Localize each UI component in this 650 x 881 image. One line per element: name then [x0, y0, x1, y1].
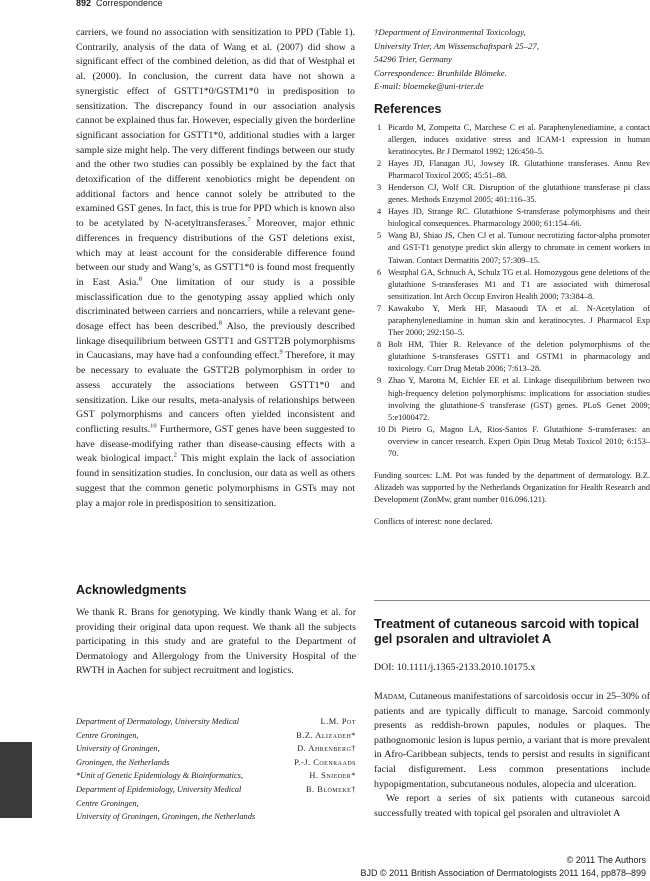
body-paragraph: We report a series of six patients with cutaneous sarcoid successfully treated with topical gel psoralen and ultraviolet A	[374, 793, 650, 819]
citation: 7	[247, 216, 251, 224]
body-paragraph	[76, 26, 355, 511]
salutation: Madam,	[374, 691, 407, 702]
article-title: Treatment of cutaneous sarcoid with topical gel psoralen and ultraviolet A	[374, 617, 640, 646]
right-column	[374, 26, 650, 529]
reference-number: 8	[377, 340, 382, 350]
author-name: B.Z. Alizadeh*	[296, 730, 356, 740]
article-divider	[374, 600, 650, 601]
reference-number: 3	[377, 182, 382, 192]
author-affiliation: Centre Groningen,	[76, 798, 139, 808]
reference-number: 7	[377, 303, 382, 313]
citation: 8	[138, 275, 142, 283]
citation: 8	[218, 319, 222, 327]
author-affiliation: *Unit of Genetic Epidemiology & Bioinformatics,	[76, 771, 244, 781]
author-name: B. Blömeke†	[305, 784, 356, 794]
reference-text: Westphal GA, Schnuch A, Schulz TG et al. Homozygous gene deletions of the glutathione S-transferases M1 and T1 are associated with thimerosal sensitization. Int Arch Occup Environ Health 2000; 73:384–8.	[388, 267, 650, 301]
reference-item	[374, 158, 650, 182]
body-text: Cutaneous manifestations of sarcoidosis occur in 25–30% of patients and are typically difficult to manage. Sarcoid commonly presents as reddish-brown papules, nodules or plaques. The pathognomonic lesion is lupus pernio, a variant that is more prevalent in Afro-Caribbean subjects, tends to persist and results in significant facial disfigurement. Less common presentations include hypopigmentation, subcutaneous nodules, alopecia and ulceration.	[374, 691, 650, 790]
body-text: One limitation of our study is a possible misclassification due to the genotyping assay applied which only discriminated between carriers and noncarriers, while a relevant gene-dosage effect has been described.	[76, 276, 355, 333]
body-text: Also, the previously described linkage disequilibrium between GSTT1 and GSTT2B polymorphisms in Caucasians, may have had a confounding effect.	[76, 321, 355, 362]
section-title: Correspondence	[96, 0, 163, 8]
author-name: L.M. Pot	[320, 717, 356, 726]
authors-block	[76, 715, 356, 824]
acknowledgments-heading: Acknowledgments	[76, 583, 187, 597]
reference-text: Bolt HM, Thier R. Relevance of the deletion polymorphisms of the glutathione S-transferases GSTT1 and GSTM1 in pharmacology and toxicology. Curr Drug Metab 2006; 7:613–28.	[388, 340, 650, 374]
reference-text: Di Pietro G, Magno LA, Rios-Santos F. Glutathione S-transferases: an overview in cancer research. Expert Opin Drug Metab Toxicol 2010; 6:153–70.	[388, 424, 650, 459]
author-affiliation: Department of Dermatology, University Medical	[76, 717, 240, 726]
body-text: carriers, we found no association with sensitization to PPD (Table 1). Contrarily, analysis of the data of Wang et al. (2007) did show a significant effect of the combined deletion, as did that of Westphal et al. (2000). In conclusion, the current data have not shown a synergistic effect of GSTT1*0/GSTM1*0 in predisposition to sensitization. The discrepancy found in our association analysis cannot be explained thus far. However, especially given the borderline significant association for GSTT1*0, additional studies with a larger sample size might help. The very different findings between our study and the other two studies can possibly be explained by the fact that detoxification of the different xenobiotics might be dependent on additional factors and hence cannot solely be attributed to the examined GST genes. In fact, this is true for PPD which is known also to be acetylated by N-acetyltransferases.	[76, 27, 355, 230]
author-row	[76, 797, 356, 811]
affiliation-line: †Department of Environmental Toxicology,	[374, 27, 526, 37]
reference-item	[374, 267, 650, 303]
reference-item	[374, 339, 650, 375]
reference-text: Hayes JD, Strange RC. Glutathione S-transferase polymorphisms and their biological consequences. Pharmacology 2000; 61:154–66.	[388, 207, 650, 229]
references-list	[374, 122, 650, 461]
reference-number: 6	[377, 267, 382, 277]
reference-number: 9	[377, 376, 382, 386]
reference-item	[374, 230, 650, 266]
correspondence-affiliation	[374, 26, 650, 94]
email-line: E-mail: bloemeke@uni-trier.de	[374, 81, 484, 91]
affiliation-line: Correspondence: Brunhilde Blömeke.	[374, 67, 507, 78]
left-column-body	[76, 26, 355, 511]
reference-number: 1	[377, 122, 382, 132]
reference-item	[374, 206, 650, 230]
reference-item	[374, 303, 650, 339]
affiliation-line: 54296 Trier, Germany	[374, 54, 452, 64]
reference-text: Hayes JD, Flanagan JU, Jowsey IR. Glutathione transferases. Annu Rev Pharmacol Toxicol 2005; 45:51–88.	[388, 158, 650, 180]
body-text: Furthermore, GST genes have been suggested to have disease-modifying rather than disease-causing effects with a weak biological impact.	[76, 423, 356, 465]
reference-item	[374, 182, 650, 206]
funding-note: Funding sources: L.M. Pot was funded by the department of dermatology. B.Z. Alizadeh was supported by the Netherlands Organization for Health Research and Development (ZonMw, grant number 016.096.121).	[374, 471, 650, 505]
conflicts-note: Conflicts of interest: none declared.	[374, 517, 493, 527]
acknowledgments-text: We thank R. Brans for genotyping. We kindly thank Wang et al. for providing their original data upon request. We thank all the subjects participating in this study and are grateful to the Department of Dermatology and Allergology from the University Hospital of the RWTH in Aachen for subject recruitment and logistics.	[76, 607, 356, 677]
author-name: P.-J. Coenraads	[294, 757, 356, 767]
reference-item	[374, 375, 650, 423]
references-heading: References	[374, 101, 442, 116]
author-row	[76, 742, 356, 756]
reference-number: 2	[377, 158, 382, 168]
body-text: Therefore, it may be necessary to evaluate the GSTT2B polymorphism in order to assess accurately the associations between GSTT1*0 and sensitization. Like our results, meta-analysis of relationships between GST polymorphisms and cancers often yielded inconsistent and conflicting results.	[76, 350, 356, 435]
reference-text: Wang BJ, Shiao JS, Chen CJ et al. Tumour necrotizing factor-alpha promoter and GST-T1 genotype predict skin allergy to chromate in cement workers in Taiwan. Contact Dermatitis 2007; 57:309–15.	[388, 231, 650, 265]
reference-number: 4	[377, 207, 382, 217]
author-affiliation: Groningen, the Netherlands	[76, 757, 170, 767]
citation: 10	[150, 422, 157, 430]
author-row	[76, 756, 356, 770]
reference-number: 10	[377, 424, 386, 434]
author-row	[76, 715, 356, 729]
author-affiliation: University of Groningen, Groningen, the Netherlands	[76, 812, 256, 822]
author-row	[76, 769, 356, 783]
page-edge-tab	[0, 742, 32, 818]
author-affiliation: Centre Groningen,	[76, 730, 139, 740]
reference-item	[374, 424, 650, 460]
reference-item	[374, 122, 650, 158]
page-number: 892	[76, 0, 92, 8]
journal-line: BJD © 2011 British Association of Dermatologists 2011 164, pp878–899	[360, 868, 646, 878]
citation: 2	[173, 452, 177, 460]
reference-text: Zhao Y, Marotta M, Eichler EE et al. Linkage disequilibrium between two high-frequency deletion polymorphisms: implications for association studies involving the glutathione-S transferase (GST) genes. PLoS Genet 2009; 5:e1000472.	[388, 376, 650, 422]
reference-text: Henderson CJ, Wolf CR. Disruption of the glutathione transferase pi class genes. Methods Enzymol 2005; 401:116–35.	[388, 182, 650, 205]
author-affiliation: Department of Epidemiology, University Medical	[76, 784, 242, 794]
body-text: This might explain the lack of association found in sensitization studies. In conclusion, our data as well as others suggest that the common genetic polymorphisms in GSTs may not play a major role in predisposition to sensitization.	[76, 453, 355, 509]
reference-text: Kawakubo Y, Merk HF, Masaoudi TA et al. N-Acetylation of paraphenylenediamine in human skin and keratinocytes. J Pharmacol Exp Ther 2000; 292:150–5.	[388, 303, 650, 338]
body-text: Moreover, major ethnic differences in frequency distributions of the GST deletions exist, which may at least account for the considerable difference found between our study and Wang’s, as GSTT1*0 is found most frequently in East Asia.	[76, 218, 356, 288]
affiliation-line: University Trier, Am Wissenschaftspark 25–27,	[374, 40, 540, 51]
body-paragraph	[374, 690, 650, 792]
reference-text: Picardo M, Zompetta C, Marchese C et al. Paraphenylenediamine, a contact allergen, induces oxidative stress and ICAM-1 expression in human keratinocytes. Br J Dermatol 1992; 126:450–5.	[388, 122, 650, 156]
article-body	[374, 690, 650, 821]
author-name: H. Snieder*	[309, 771, 356, 781]
author-affiliation: University of Groningen,	[76, 744, 160, 754]
author-name: D. Ahrenberg†	[297, 744, 356, 754]
reference-number: 5	[377, 231, 382, 241]
citation: 9	[279, 349, 283, 357]
author-row	[76, 810, 356, 824]
author-row	[76, 729, 356, 743]
copyright-line: © 2011 The Authors	[566, 855, 646, 865]
author-row	[76, 783, 356, 797]
page-header	[0, 0, 650, 10]
article-doi: DOI: 10.1111/j.1365-2133.2010.10175.x	[374, 662, 536, 673]
